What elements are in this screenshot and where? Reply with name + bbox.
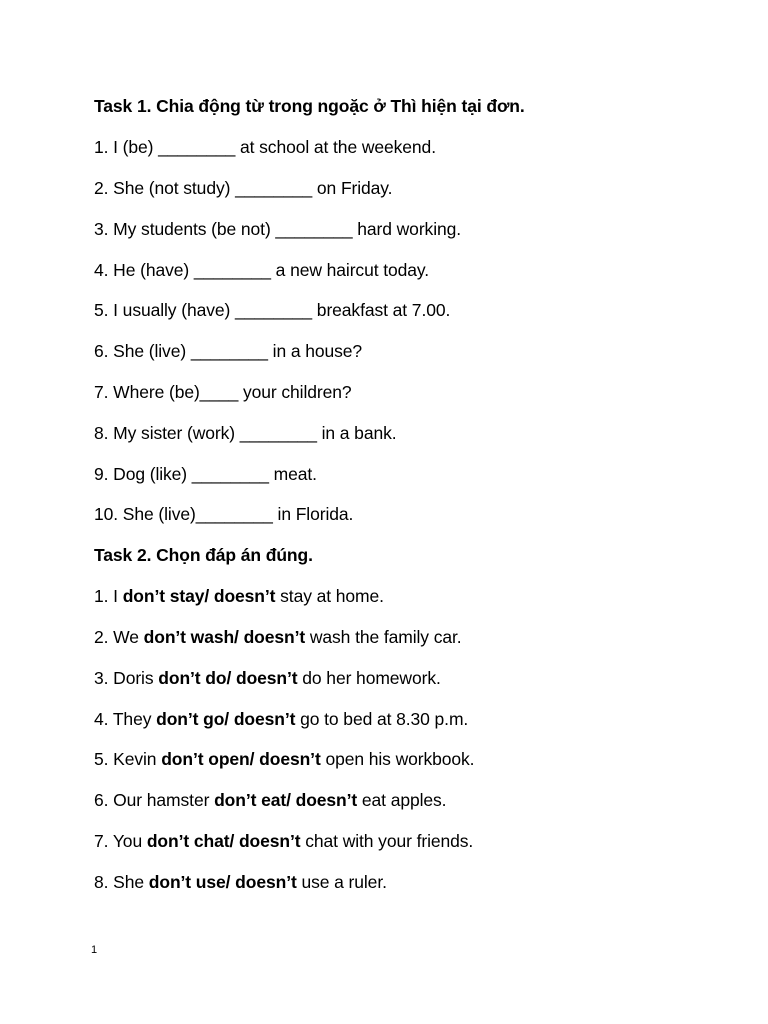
task2-item-suffix: do her homework.	[297, 668, 441, 688]
task2-item-choice: don’t open/ doesn’t	[161, 749, 321, 769]
task2-item	[94, 748, 474, 770]
task1-item: 7. Where (be)____ your children?	[94, 382, 352, 402]
task2-item-choice: don’t use/ doesn’t	[148, 872, 297, 892]
task2-item	[94, 708, 468, 730]
task2-item-choice: don’t go/ doesn’t	[156, 709, 296, 729]
page-number: 1	[91, 944, 98, 956]
task1-item: 10. She (live)________ in Florida.	[94, 504, 354, 524]
task2-item-suffix: open his workbook.	[320, 749, 475, 769]
task1-item: 9. Dog (like) ________ meat.	[94, 464, 317, 484]
task2-item-prefix: 3. Doris	[94, 668, 159, 688]
task2-item	[94, 789, 446, 811]
task2-item-suffix: stay at home.	[275, 586, 384, 606]
task2-item-suffix: chat with your friends.	[300, 831, 474, 851]
task2-item-choice: don’t eat/ doesn’t	[214, 790, 358, 810]
task1-item: 8. My sister (work) ________ in a bank.	[94, 423, 397, 443]
task2-item-choice: don’t do/ doesn’t	[158, 668, 298, 688]
task2-heading: Task 2. Chọn đáp án đúng.	[94, 545, 313, 565]
task2-item-suffix: go to bed at 8.30 p.m.	[295, 709, 469, 729]
task2-item	[94, 871, 387, 893]
task2-item-prefix: 2. We	[94, 627, 144, 647]
task2-item-prefix: 4. They	[94, 709, 157, 729]
task2-item-suffix: use a ruler.	[296, 872, 387, 892]
task1-heading: Task 1. Chia động từ trong ngoặc ở Thì hiện tại đơn.	[94, 96, 525, 116]
task2-item	[94, 667, 441, 689]
task1-item: 6. She (live) ________ in a house?	[94, 341, 363, 361]
task1-item: 1. I (be) ________ at school at the weekend.	[94, 137, 436, 157]
task1-item: 4. He (have) ________ a new haircut today.	[94, 260, 429, 280]
task2-item	[94, 830, 473, 852]
task1-item: 2. She (not study) ________ on Friday.	[94, 178, 393, 198]
task2-item-prefix: 7. You	[94, 831, 147, 851]
task2-item	[94, 626, 462, 648]
task2-item	[94, 585, 384, 607]
task2-item-suffix: eat apples.	[357, 790, 447, 810]
task1-item: 3. My students (be not) ________ hard working.	[94, 219, 462, 239]
task2-item-prefix: 8. She	[94, 872, 149, 892]
task1-item: 5. I usually (have) ________ breakfast at 7.00.	[94, 300, 451, 320]
task2-item-prefix: 1. I	[94, 586, 123, 606]
task2-item-prefix: 6. Our hamster	[94, 790, 215, 810]
task2-item-choice: don’t chat/ doesn’t	[146, 831, 301, 851]
task2-item-choice: don’t wash/ doesn’t	[143, 627, 306, 647]
task2-item-suffix: wash the family car.	[305, 627, 462, 647]
task2-item-prefix: 5. Kevin	[94, 749, 162, 769]
task2-item-choice: don’t stay/ doesn’t	[122, 586, 276, 606]
